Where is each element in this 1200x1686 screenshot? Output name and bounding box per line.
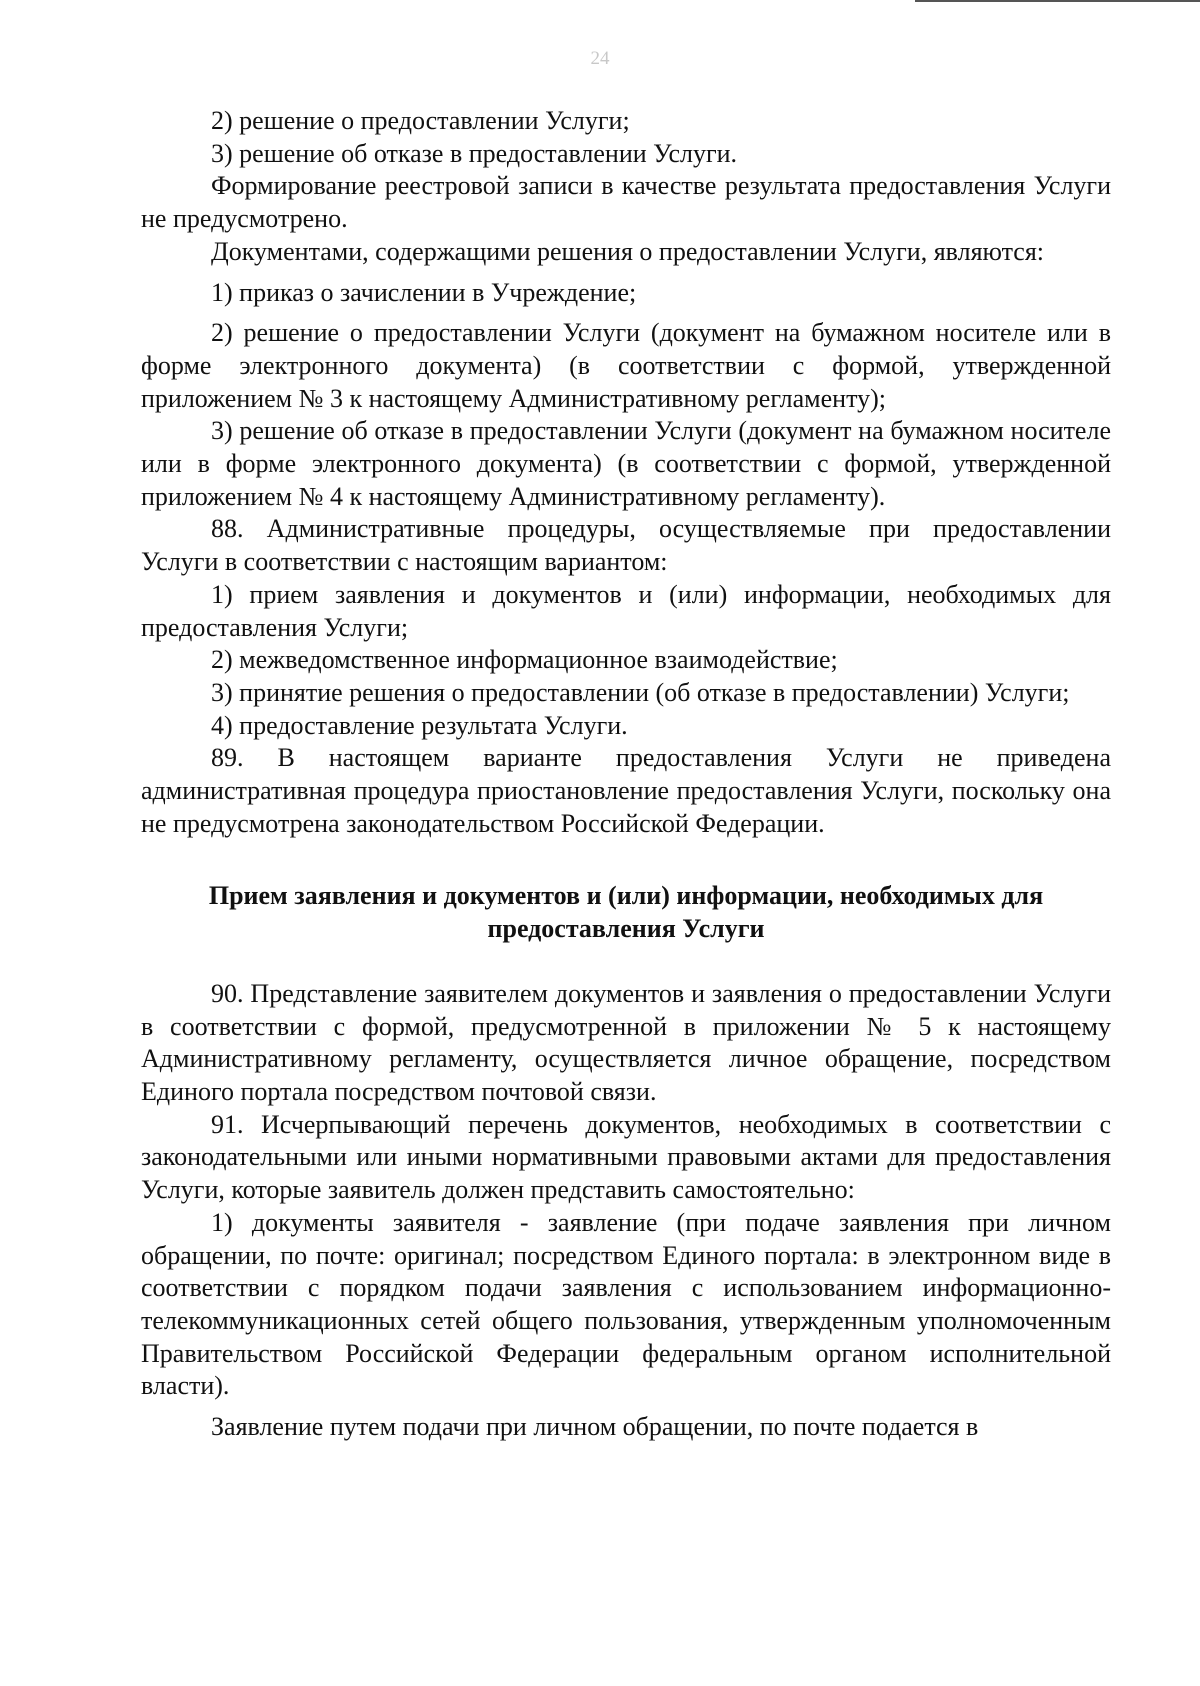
paragraph: 91. Исчерпывающий перечень документов, необходимых в соответствии с законодательными или иными нормативными правовыми актами для предоставления Услуги, которые заявитель должен представить самостоятельно: (141, 1109, 1111, 1205)
page-number: 24 (590, 48, 610, 69)
paragraph: 89. В настоящем варианте предоставления Услуги не приведена административная процедура приостановление предоставления Услуги, поскольку она не предусмотрена законодательством Российской Федерации. (141, 743, 1111, 838)
paragraph: Документами, содержащими решения о предоставлении Услуги, являются: (211, 236, 1045, 266)
paragraph: Формирование реестровой записи в качестве результата предоставления Услуги не предусмотрено. (141, 171, 1111, 234)
paragraph: 3) решение об отказе в предоставлении Услуги (документ на бумажном носителе или в форме электронного документа) (в соответствии с формой, утвержденной приложением № 4 к настоящему Административному регламенту). (141, 416, 1111, 511)
section-heading: Прием заявления и документов и (или) информации, необходимых для предоставления Услуги (208, 881, 1044, 944)
top-border-line (915, 0, 1200, 2)
document-body (141, 105, 1111, 1444)
paragraph: 4) предоставление результата Услуги. (211, 710, 628, 740)
paragraph: Заявление путем подачи при личном обращении, по почте подается в (211, 1412, 979, 1442)
paragraph: 1) документы заявителя - заявление (при подаче заявления при личном обращении, по почте: оригинал; посредством Единого портала: в электронном виде в соответствии с порядком подачи заявления с использованием информационно-телекоммуникационных сетей общего пользования, утвержденным уполномоченным Правительством Российской Федерации федеральным органом исполнительной власти). (141, 1207, 1111, 1401)
paragraph: 2) межведомственное информационное взаимодействие; (211, 645, 838, 675)
paragraph: 1) прием заявления и документов и (или) информации, необходимых для предоставления Услуги; (141, 579, 1111, 642)
paragraph: 90. Представление заявителем документов и заявления о предоставлении Услуги в соответствии с формой, предусмотренной в приложении № 5 к настоящему Административному регламенту, осуществляется личное обращение, посредством Единого портала посредством почтовой связи. (141, 978, 1111, 1106)
paragraph: 3) принятие решения о предоставлении (об отказе в предоставлении) Услуги; (211, 677, 1070, 707)
paragraph: 88. Административные процедуры, осуществляемые при предоставлении Услуги в соответствии с настоящим вариантом: (141, 514, 1111, 577)
paragraph: 1) приказ о зачислении в Учреждение; (211, 277, 637, 307)
paragraph: 2) решение о предоставлении Услуги (документ на бумажном носителе или в форме электронного документа) (в соответствии с формой, утвержденной приложением № 3 к настоящему Административному регламенту); (141, 318, 1111, 413)
paragraph: 3) решение об отказе в предоставлении Услуги. (211, 138, 738, 168)
paragraph: 2) решение о предоставлении Услуги; (211, 106, 630, 135)
